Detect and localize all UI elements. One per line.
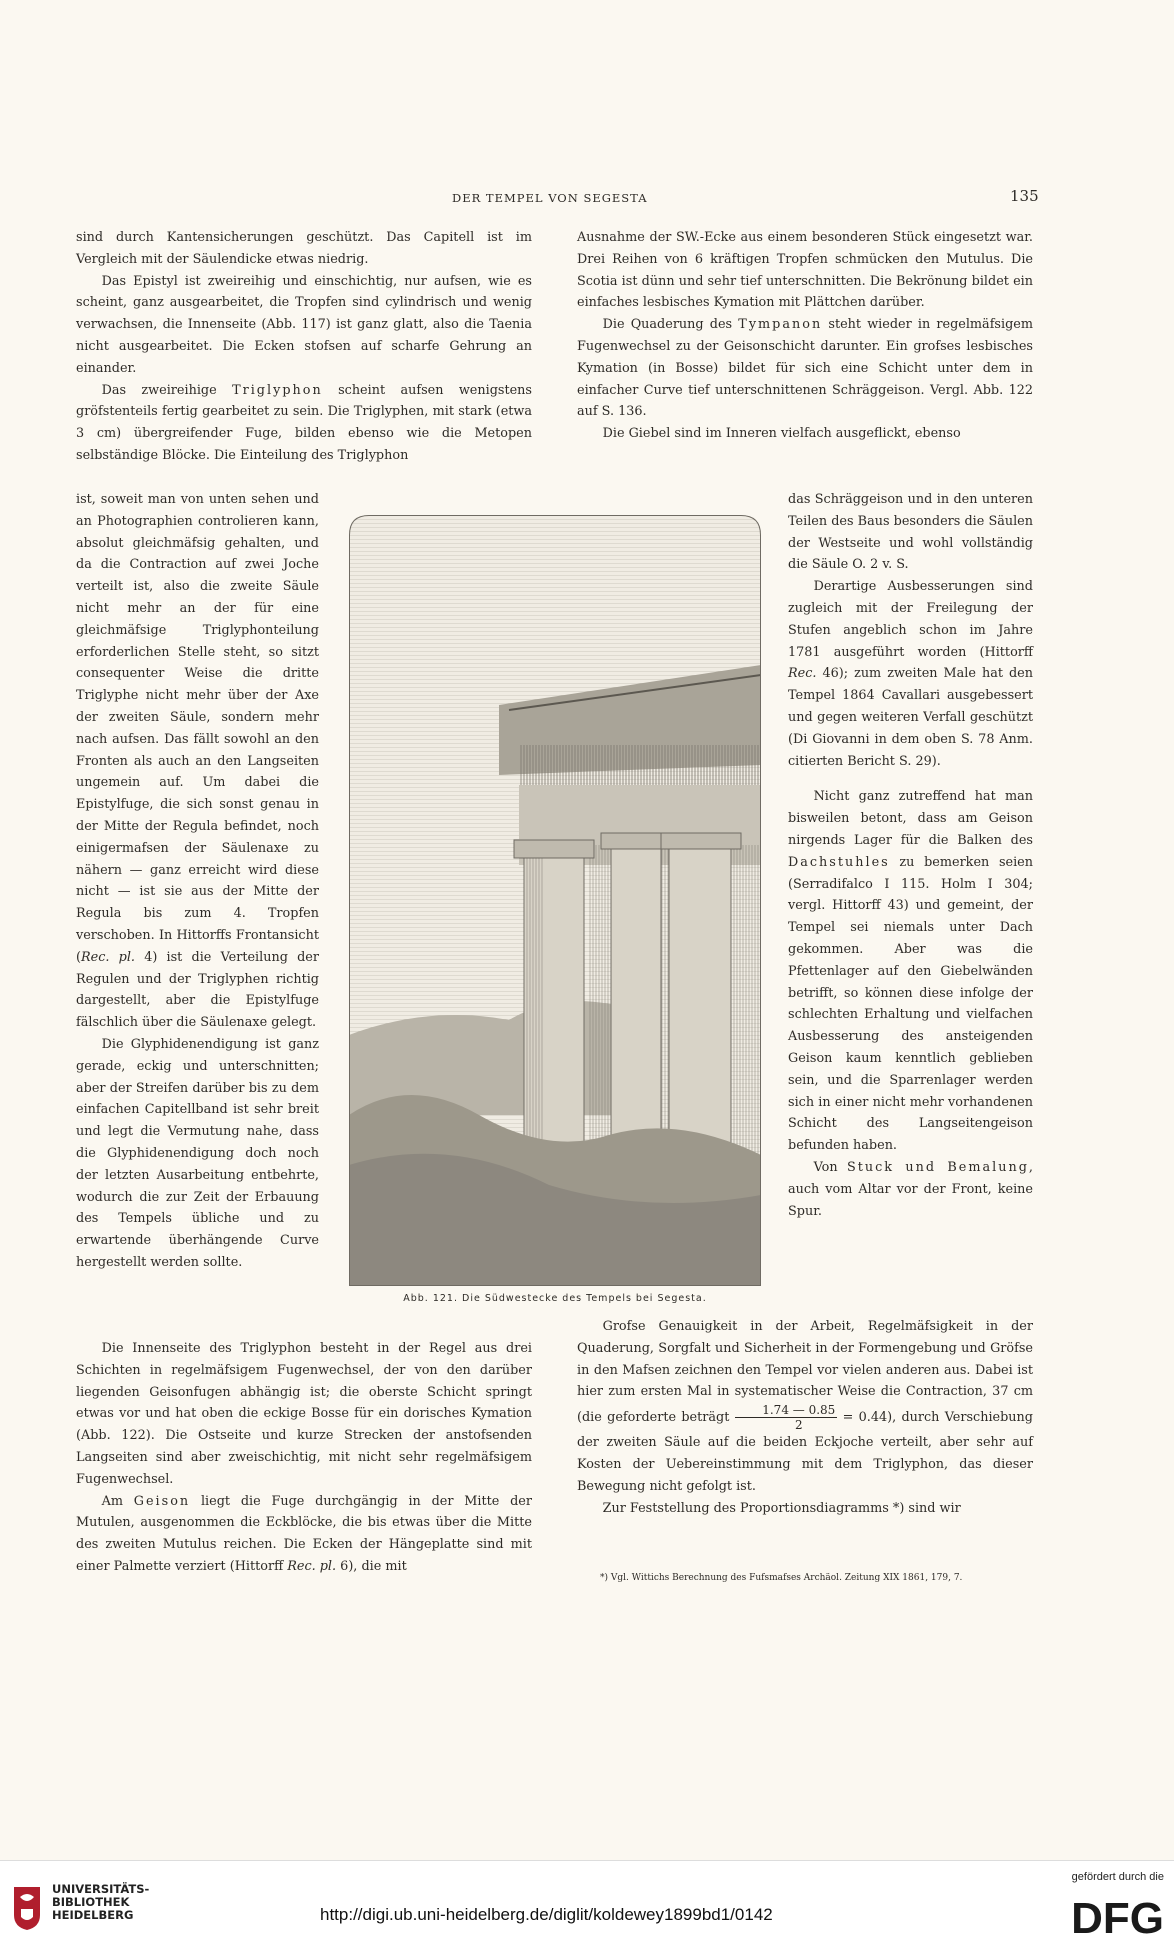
paragraph: das Schräggeison und in den unteren Teilen des Baus besonders die Säulen der Westseite und wohl vollständig die Säule O. 2 v. S. bbox=[788, 492, 1033, 573]
footer-bar bbox=[0, 1860, 1174, 1950]
footnote: *) Vgl. Wittichs Berechnung des Fufsmafses Archäol. Zeitung XIX 1861, 179, 7. bbox=[600, 1573, 963, 1583]
term-triglyphon: Triglyphon bbox=[232, 382, 323, 398]
paragraph-dachstuhl: Nicht ganz zutreffend hat man bisweilen betont, dass am Geison nirgends Lager für die Balken des Dachstuhles zu bemerken seien (Serradifalco I 115. Holm I 304; vergl. Hittorff 43) und gemeint, der Tempel sei niemals unter Dach gekommen. Aber was die Pfettenlager auf den Giebelwänden betrifft, so können diese infolge der schlechten Erhaltung und vielfachen Ausbesserung des ansteigenden Geison kaum kenntlich geblieben sein, und die Sparrenlager werden sich in einer nicht mehr vorhandenen Schicht des Langseitengeison befunden haben. bbox=[788, 789, 1033, 1154]
paragraph: Das Epistyl ist zweireihig und einschichtig, nur aufsen, wie es scheint, ganz ausgearbeitet, die Tropfen sind cylindrisch und wenig verwachsen, die Innenseite (Abb. 117) ist ganz glatt, also die Taenia nicht ausgearbeitet. Die Ecken stofsen auf scharfe Gehrung an einander. bbox=[76, 273, 532, 376]
paragraph: Die Glyphidenendigung ist ganz gerade, eckig und unterschnitten; aber der Streifen darüber bis zu dem einfachen Capitellband ist sehr breit und legt die Vermutung nahe, dass die Glyphidenendigung doch noch der letzten Ausarbeitung entbehrte, wodurch die zur Zeit der Erbauung des Tempels übliche und zu erwartende überhängende Curve hergestellt werden sollte. bbox=[76, 1036, 319, 1270]
right-column-top bbox=[577, 227, 1033, 445]
left-column-bottom bbox=[76, 1338, 532, 1578]
term-geison: Geison bbox=[133, 1493, 191, 1509]
library-seal-icon bbox=[10, 1885, 44, 1931]
term-dachstuhles: Dachstuhles bbox=[788, 854, 890, 870]
term-stuck: Stuck und Bemalung bbox=[846, 1159, 1029, 1175]
library-name: UNIVERSITÄTS- BIBLIOTHEK HEIDELBERG bbox=[52, 1882, 150, 1922]
reference: Rec. bbox=[788, 666, 817, 682]
library-logo[interactable] bbox=[10, 1883, 160, 1943]
page-number: 135 bbox=[1010, 187, 1039, 205]
paragraph: Zur Feststellung des Proportionsdiagramms *) sind wir bbox=[602, 1500, 961, 1516]
right-column-bottom bbox=[577, 1316, 1033, 1519]
paragraph-stuck: Von Stuck und Bemalung, auch vom Altar vor der Front, keine Spur. bbox=[788, 1159, 1033, 1219]
paragraph: Derartige Ausbesserungen sind zugleich mit der Freilegung der Stufen angeblich schon im Jahre 1781 ausgeführt worden (Hittorff Rec. 46); zum zweiten Male hat den Tempel 1864 Cavallari ausgebessert und gegen weiteren Verfall geschützt (Di Giovanni in dem oben S. 78 Anm. citierten Bericht S. 29). bbox=[788, 579, 1033, 769]
paragraph-contraction: Grofse Genauigkeit in der Arbeit, Regelmäfsigkeit in der Quaderung, Sorgfalt und Sicherheit in der Formengebung und Gröfse in den Mafsen zeichnen den Tempel vor vielen anderen aus. Dabei ist hier zum ersten Mal in systematischer Weise die Contraction, 37 cm (die geforderte beträgt $\frac{1.74 — 0.85}{2}$ = 0.44), durch Verschiebung der zweiten Säule auf die beiden Eckjoche verteilt, aber sehr auf Kosten der Uebereinstimmung mit dem Triglyphon, das dieser Bewegung nicht gefolgt ist. bbox=[577, 1319, 1033, 1494]
left-column-narrow bbox=[76, 489, 319, 1274]
funding-note: gefördert durch die bbox=[1071, 1871, 1164, 1883]
temple-engraving-illustration bbox=[349, 515, 761, 1286]
paragraph: Die Giebel sind im Inneren vielfach ausgeflickt, ebenso bbox=[602, 426, 961, 442]
source-url-link[interactable]: http://digi.ub.uni-heidelberg.de/diglit/koldewey1899bd1/0142 bbox=[320, 1905, 773, 1924]
reference: Rec. pl. bbox=[287, 1558, 337, 1574]
figure-caption: Abb. 121. Die Südwestecke des Tempels bei Segesta. bbox=[403, 1293, 707, 1304]
paragraph: ist, soweit man von unten sehen und an Photographien controlieren kann, absolut gleichmäfsig gehalten, und da die Contraction auf zwei Joche verteilt ist, also die zweite Säule nicht mehr an der für eine gleichmäfsige Triglyphonteilung erforderlichen Stelle steht, so sitzt consequenter Weise die dritte Triglyphe nicht mehr über der Axe der zweiten Säule, sondern mehr nach aufsen. Das fällt sowohl an den Fronten als auch an den Langseiten ungemein auf. Um dabei die Epistylfuge, die sich sonst genau in der Mitte der Regula befindet, noch einigermafsen der Säulenaxe zu nähern — ganz erreicht wird diese nicht — ist sie aus der Mitte der Regula bis zum 4. Tropfen verschoben. In Hittorffs Frontansicht (Rec. pl. 4) ist die Verteilung der Regulen und der Triglyphen richtig dargestellt, aber die Epistylfuge fälschlich über die Säulenaxe gelegt. bbox=[76, 492, 319, 1031]
paragraph-geison: Am Geison liegt die Fuge durchgängig in der Mitte der Mutulen, ausgenommen die Eckblöcke, die bis etwas über die Mitte des zweiten Mutulus reichen. Die Ecken der Hängeplatte sind mit einer Palmette verziert (Hittorff Rec. pl. 6), die mit bbox=[76, 1493, 532, 1574]
dfg-logo[interactable] bbox=[1048, 1891, 1164, 1941]
running-title: DER TEMPEL VON SEGESTA bbox=[452, 191, 648, 205]
paragraph: Die Innenseite des Triglyphon besteht in der Regel aus drei Schichten in regelmäfsigem Fugenwechsel, der von den darüber liegenden Geisonfugen abhängig ist; die oberste Schicht springt etwas vor und hat oben die eckige Bosse für ein dorisches Kymation (Abb. 122). Die Ostseite und kurze Strecken der anstofsenden Langseiten sind aber zweischichtig, mit nicht sehr regelmäfsigem Fugenwechsel. bbox=[76, 1341, 532, 1487]
left-column-top bbox=[76, 227, 532, 467]
formula: $\frac{1.74 — 0.85}{2}$ bbox=[735, 1403, 838, 1432]
right-column-narrow bbox=[788, 489, 1033, 1222]
reference: Rec. pl. bbox=[81, 949, 135, 965]
dfg-logo-text: DFG bbox=[1071, 1894, 1164, 1941]
page-header bbox=[0, 187, 1174, 211]
figure-temple-engraving bbox=[349, 515, 761, 1304]
paragraph: Ausnahme der SW.-Ecke aus einem besonderen Stück eingesetzt war. Drei Reihen von 6 kräftigen Tropfen schmücken den Mutulus. Die Scotia ist dünn und sehr tief unterschnitten. Die Bekrönung bildet ein einfaches lesbisches Kymation mit Plättchen darüber. bbox=[577, 230, 1033, 311]
term-tympanon: Tympanon bbox=[738, 317, 823, 333]
paragraph-tympanon: Die Quaderung des Tympanon steht wieder in regelmäfsigem Fugenwechsel zu der Geisonschicht darunter. Ein grofses lesbisches Kymation (in Bosse) bildet für sich eine Schicht unter dem in einfacher Curve tief unterschnittenen Schräggeison. Vergl. Abb. 122 auf S. 136. bbox=[577, 317, 1033, 420]
paragraph: sind durch Kantensicherungen geschützt. Das Capitell ist im Vergleich mit der Säulendicke etwas niedrig. bbox=[76, 230, 532, 267]
paragraph-triglyphon: Das zweireihige Triglyphon scheint aufsen wenigstens gröfstenteils fertig gearbeitet zu sein. Die Triglyphen, mit stark (etwa 3 cm) übergreifender Fuge, bilden ebenso wie die Metopen selbständige Blöcke. Die Einteilung des Triglyphon bbox=[76, 382, 532, 463]
